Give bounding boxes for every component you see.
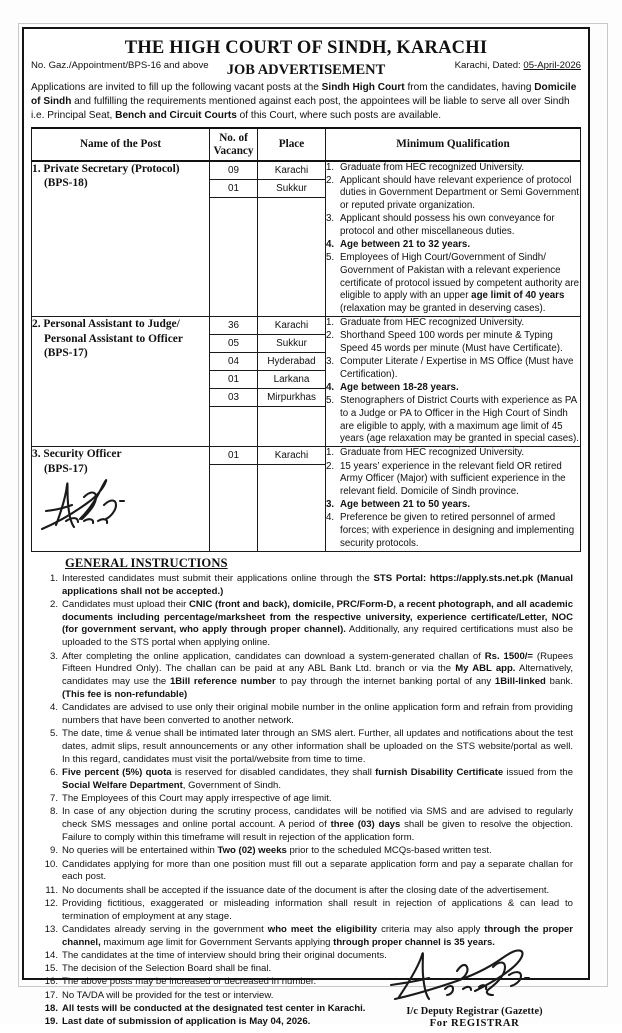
place-date-label: Karachi, Dated: [454,60,524,72]
officer-signature [36,477,156,533]
qualification-text: 15 years’ experience in the relevant field OR retired Army Officer (Major) with sufficient experience in the relevant field. Domicile of Sindh province. [340,460,566,497]
vacancy-row [210,371,257,389]
col-header-vacancy-l2: Vacancy [213,144,254,157]
table-header-row [32,128,581,160]
place-name: Karachi [258,447,325,465]
general-instructions-list [39,573,573,1029]
place-filler-cell [258,407,325,423]
table-row [32,317,581,447]
post-name-cell [32,317,210,447]
instruction-item [39,990,573,1003]
instruction-text: The date, time & venue shall be intimated later through an SMS alert. Further, all updates and notifications about the test dates, admit slips, result announcements or any other information shall be uploaded on the STS website/portal as well. In this regard, candidates must visit the portal/website from time to time. [62,728,573,765]
vacancy-cell [210,447,258,551]
instruction-item [39,651,573,702]
qualification-cell [326,447,581,551]
page-title: THE HIGH COURT OF SINDH, KARACHI [124,38,488,58]
instruction-item [39,767,573,793]
instruction-item [39,898,573,924]
place-row [258,371,325,389]
instruction-number: 7. [50,793,58,805]
place-cell [258,161,326,317]
instruction-number: 5. [50,728,58,740]
place-row [258,179,325,197]
post-index: 2. [32,318,44,331]
qualification-number: 2. [326,330,335,342]
col-header-qualification: Minimum Qualification [326,128,581,160]
vacancy-row [210,353,257,371]
vacancy-count: 01 [210,371,257,389]
place-name: Hyderabad [258,353,325,371]
vacancy-row [210,179,257,197]
instruction-item [39,859,573,885]
instruction-number: 8. [50,806,58,818]
instruction-number: 14. [44,949,58,961]
vacancy-count: 04 [210,353,257,371]
posts-table-head [32,128,581,160]
instruction-number: 17. [44,989,58,1001]
place-name: Karachi [258,317,325,335]
instruction-item [39,573,573,599]
qualification-item [326,330,580,355]
qualification-item [326,382,580,395]
qualification-number: 5. [326,395,335,407]
post-title-cont: Personal Assistant to Officer [44,332,183,345]
vacancy-row [210,162,257,180]
qualification-number: 3. [326,356,335,368]
qualification-item [326,213,580,238]
qualification-item [326,395,580,446]
qualification-number: 2. [326,174,335,186]
place-filler-cell [258,465,325,481]
place-filler-cell [258,197,325,213]
place-name: Sukkur [258,335,325,353]
place-list [258,447,325,480]
post-index: 3. [32,448,44,461]
place-row [258,162,325,180]
post-scale: (BPS-17) [44,347,88,360]
instruction-number: 13. [44,923,58,935]
instruction-number: 10. [44,858,58,870]
vacancy-cell [210,161,258,317]
instruction-item [39,924,573,950]
place-name: Mirpurkhas [258,389,325,407]
qualification-text: Graduate from HEC recognized University. [340,447,525,459]
instruction-number: 3. [50,650,58,662]
qualification-number: 1. [326,317,335,329]
instruction-number: 18. [44,1002,58,1014]
post-name-cell [32,161,210,317]
col-header-vacancy [210,128,258,160]
qualification-list [326,317,580,446]
general-instructions-heading: GENERAL INSTRUCTIONS [65,555,228,570]
qualification-number: 5. [326,252,335,264]
vacancy-filler-cell [210,197,257,213]
post-title: Private Secretary (Protocol) [43,162,180,175]
qualification-text: Graduate from HEC recognized University. [340,317,525,329]
qualification-text: Age between 21 to 32 years. [340,239,471,251]
post-index: 1. [32,162,44,175]
col-header-place: Place [258,128,326,160]
instruction-text: Last date of submission of application is May 04, 2026. [62,1015,311,1027]
intro-paragraph: Applications are invited to fill up the following vacant posts at the Sindh High Court from the candidates, having Domicile of Sindh and fulfilling the requirements mentioned against each post, the appointees will be liable to serve all over Sindh i.e. Principal Seat, Bench and Circuit Courts of this Court, where such posts are available. [31,82,577,121]
col-header-vacancy-l1: No. of [219,132,248,145]
instruction-text: After completing the online application, candidates can download a system-generated challan of Rs. 1500/= (Rupees Fifteen Hundred Only). The challan can be paid at any ABL Bank Ltd. branch or via the My ABL app. Alternatively, candidates may use the 1Bill reference number to pay through the internet banking portal of any 1Bill-linked bank. (This fee is non-refundable) [62,650,573,700]
table-row [32,447,581,551]
qualification-number: 3. [326,213,335,225]
signatory-designation: I/c Deputy Registrar (Gazette) [406,1006,543,1018]
qualification-text: Stenographers of District Courts with experience as PA to a Judge or PA to Officer in the High Court of Sindh are eligible to apply, with a maximum age limit of 45 years (age relaxation may be granted in special cases). [340,395,579,445]
qualification-number: 3. [326,499,335,511]
place-row [258,447,325,465]
vacancy-filler-cell [210,407,257,423]
qualification-text: Graduate from HEC recognized University. [340,161,525,173]
place-row [258,317,325,335]
vacancy-filler [210,197,257,213]
place-name: Karachi [258,162,325,180]
qualification-number: 4. [326,512,335,524]
instruction-text: The above posts may be increased or decreased in number. [62,976,317,988]
qualification-text: Employees of High Court/Government of Sindh/ Government of Pakistan with a relevant experience certificate of protocol issued by competent authority are eligible to apply with an upper age limit of 40 years (relaxation may be granted in deserving cases). [340,252,579,314]
vacancy-row [210,317,257,335]
instruction-item [39,728,573,766]
instruction-item [39,950,573,963]
qualification-item [326,356,580,381]
vacancy-count: 09 [210,162,257,180]
posts-table-body [32,161,581,552]
signatory-for-line: For REGISTRAR [429,1018,520,1030]
vacancy-row [210,447,257,465]
instruction-number: 2. [50,598,58,610]
qualification-item [326,162,580,175]
qualification-item [326,252,580,315]
vacancy-list [210,317,257,422]
instruction-text: Interested candidates must submit their applications online through the STS Portal: https://apply.sts.net.pk (Manual applications shall not be accepted.) [62,572,573,597]
qualification-text: Age between 18-28 years. [340,382,459,394]
signature-block [382,1006,567,1029]
instruction-text: No documents shall be accepted if the issuance date of the document is after the closing date of the advertisement. [62,884,550,896]
qualification-text: Applicant should have relevant experience of protocol duties in Government Department or Semi Government or reputed private organization. [340,174,579,212]
qualification-text: Applicant should possess his own conveyance for protocol and other miscellaneous duties. [340,213,555,237]
vacancy-filler-cell [210,465,257,481]
place-filler [258,197,325,213]
instruction-text: The candidates at the time of interview should bring their original documents. [62,949,387,961]
instruction-item [39,963,573,976]
instruction-text: Providing fictitious, exaggerated or misleading information shall result in rejection of applications & can lead to termination of employment at any stage. [62,897,573,922]
vacancy-count: 01 [210,179,257,197]
place-filler [258,465,325,481]
qualification-list [326,447,580,550]
place-list [258,162,325,213]
instruction-item [39,806,573,844]
qualification-cell [326,317,581,447]
qualification-list [326,162,580,316]
instruction-number: 19. [44,1015,58,1027]
issue-date: 05-April-2026 [523,60,581,72]
instruction-item [39,885,573,898]
qualification-item [326,175,580,213]
place-cell [258,317,326,447]
place-name: Sukkur [258,179,325,197]
post-scale: (BPS-18) [44,177,88,190]
vacancy-count: 03 [210,389,257,407]
vacancy-count: 05 [210,335,257,353]
vacancy-list [210,162,257,213]
qualification-cell [326,161,581,317]
post-title: Security Officer [43,448,122,461]
instruction-text: The decision of the Selection Board shall be final. [62,963,272,975]
post-scale: (BPS-17) [44,462,88,475]
instruction-text: Candidates must upload their CNIC (front and back), domicile, PRC/Form-D, a recent photograph, and all academic documents including percentage/marksheet from the respective university, experience certificate/Letter, NOC (for government servant, who apply through proper channel). Additionally, any required certifications must also be uploaded to the STS portal when applying online. [62,598,573,649]
instruction-number: 11. [45,884,58,896]
instruction-item [39,702,573,728]
advertisement-sheet [22,27,590,1030]
reference-number: No. Gaz./Appointment/BPS-16 and above [31,60,209,72]
instruction-text: The Employees of this Court may apply irrespective of age limit. [62,793,332,805]
instruction-item [39,599,573,650]
instruction-text: Candidates are advised to use only their original mobile number in the online application form and refrain from providing numbers that have been converted to another network. [62,702,573,727]
instruction-text: No queries will be entertained within Two (02) weeks prior to the scheduled MCQs-based written test. [62,845,492,857]
general-instructions-section [31,552,581,1033]
qualification-item [326,447,580,460]
instruction-number: 16. [44,976,58,988]
place-row [258,389,325,407]
instruction-number: 9. [50,845,58,857]
vacancy-filler [210,407,257,423]
vacancy-count: 36 [210,317,257,335]
instruction-text: No TA/DA will be provided for the test or interview. [62,989,274,1001]
qualification-text: Computer Literate / Expertise in MS Office (Must have Certification). [340,356,574,380]
instruction-number: 1. [50,572,58,584]
place-and-date [455,60,581,72]
qualification-item [326,512,580,550]
qualification-text: Shorthand Speed 100 words per minute & Typing Speed 45 words per minute (Must have Certificate). [340,330,563,355]
qualification-number: 4. [326,239,335,251]
instruction-number: 6. [50,767,58,779]
vacancy-row [210,335,257,353]
place-cell [258,447,326,551]
post-name-cell [32,447,210,551]
qualification-item [326,239,580,252]
table-row [32,161,581,317]
qualification-item [326,461,580,499]
qualification-number: 1. [326,447,335,459]
instruction-item [39,976,573,989]
instruction-number: 12. [44,897,58,909]
col-header-post: Name of the Post [32,128,210,160]
qualification-text: Age between 21 to 50 years. [340,499,471,511]
instruction-text: Candidates applying for more than one position must fill out a separate application form and pay a separate challan for each post. [62,858,573,883]
instruction-item [39,793,573,806]
qualification-item [326,499,580,512]
instruction-text: Candidates already serving in the government who meet the eligibility criteria may also apply through the proper channel, maximum age limit for Government Servants applying through proper channel is 35 years. [62,923,574,948]
qualification-number: 2. [326,460,335,472]
vacancy-cell [210,317,258,447]
instruction-item [39,845,573,858]
page-subtitle: JOB ADVERTISEMENT [226,62,386,79]
instruction-text: All tests will be conducted at the designated test center in Karachi. [62,1002,366,1014]
place-name: Larkana [258,371,325,389]
instruction-text: In case of any objection during the scrutiny process, candidates will be notified via SMS and are advised to regularly check SMS messages and online portal account. A period of three (03) days shall be given to resolve the objection. Failure to comply within this timeframe will result in rejection of the application form. [62,806,574,844]
vacancy-list [210,447,257,480]
place-filler [258,407,325,423]
instruction-text: Five percent (5%) quota is reserved for disabled candidates, they shall furnish Disability Certificate issued from the Social Welfare Department, Government of Sindh. [62,767,574,791]
qualification-number: 4. [326,382,335,394]
instruction-number: 15. [44,963,58,975]
vacancy-row [210,389,257,407]
vacancy-filler [210,465,257,481]
instruction-number: 4. [50,702,58,714]
qualification-number: 1. [326,161,335,173]
post-title: Personal Assistant to Judge/ [43,318,180,331]
qualification-item [326,317,580,330]
posts-table [31,127,581,551]
place-list [258,317,325,422]
place-row [258,335,325,353]
vacancy-count: 01 [210,447,257,465]
qualification-text: Preference be given to retired personnel of armed forces; with experience in designing and implementing security protocols. [340,512,575,549]
place-row [258,353,325,371]
